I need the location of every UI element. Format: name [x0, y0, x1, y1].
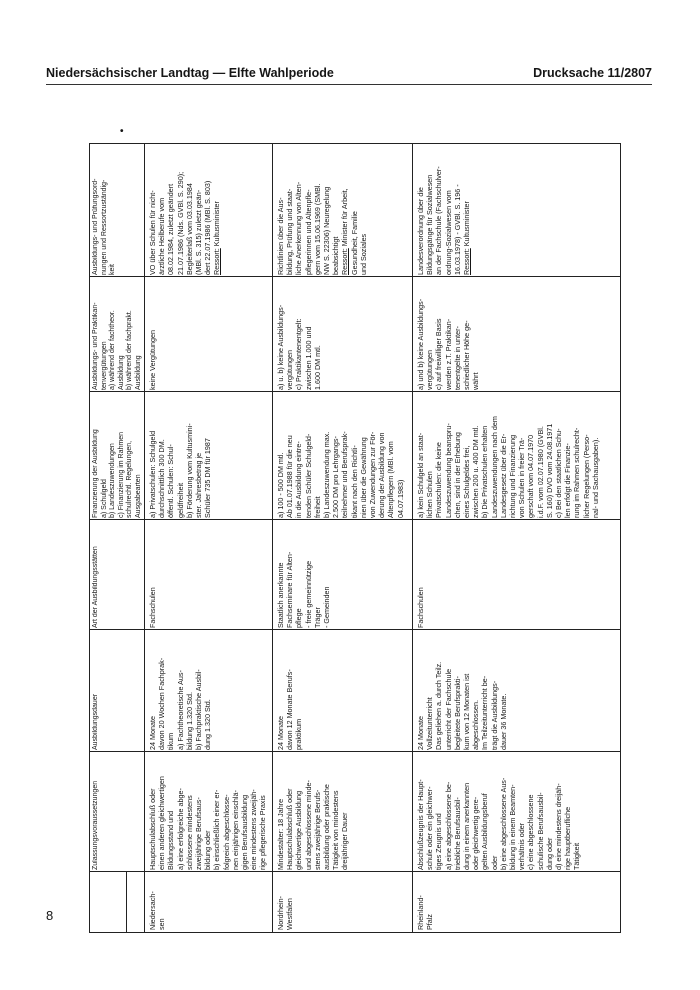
row-divider: [144, 144, 145, 932]
row1-art: Fachschulen: [148, 587, 157, 628]
ressort-label: Ressort:: [340, 248, 350, 275]
running-head-title: Niedersächsischer Landtag — Elfte Wahlperiode: [46, 66, 334, 80]
row2-verguetung: a) u. b) keine Ausbildungs- vergütungen c) Praktikantenentgelt: zwischen 1.000 und 1.600 DM mtl.: [276, 304, 322, 390]
ressort-value: Kultusminister: [462, 201, 472, 249]
row1-ordnung: VO über Schulen für nicht- ärztliche Heilberufe vom 08.02.1984, zuletzt geändert 21.07.1986 (Nds. GVBl. S. 290); Begleiterlaß vom 03.03.1984 (MBl. S. 315) zuletzt geän- dert 22.07.1986 (MBl. S. 803) Ressort: Kultusminister: [148, 171, 222, 275]
row3-land: Rheinland- Pfalz: [416, 895, 435, 930]
stub-divider: [126, 872, 127, 932]
header-stub: [92, 872, 126, 932]
bullet-mark: •: [120, 126, 124, 137]
rotated-table-wrapper: [89, 143, 621, 933]
row-divider: [412, 144, 413, 932]
ressort-value: Kultusminister: [212, 201, 222, 249]
row3-dauer: 24 Monate Vollzeitunterricht Das geliehen a. durch Teilz. unterricht der Fachschule begleitete Berufsprakti- kum von 12 Monaten ist abgeschlossen. Im Teilzeitunterricht be- trägt die Ausbildungs- dauer 36 Monate.: [416, 661, 508, 750]
ressort-value: Minister für Arbeit, Gesundheit, Familie und Soziales: [340, 188, 368, 275]
document-number: Drucksache 11/2807: [533, 66, 652, 80]
row1-zulassung: Hauptschulabschluß oder einen anderen gleichwertigen Bildungsstand und a) eine erfolgreiche abge- schlossene mindestens zweijährige Berufsaus- bildung oder b) einschließlich einer er- folgreich abgeschlosse- nen einjährigen einschlä- gigen Berufsausbildung eine mindestens zweijäh- rige pflegerische Praxis: [148, 776, 268, 870]
header-dauer: Ausbildungsdauer: [92, 693, 99, 750]
row3-verguetung: a) und b) keine Ausbildungs- vergütungen c) auf freiwilliger Basis werden z.T. Praktikan- tenentgelte in unter- schiedlicher Höhe ge- währt: [416, 298, 481, 390]
header-rule: [46, 84, 652, 85]
row3-zulassung: Abschlußzeugnis der Haupt- schule oder ein gleichwer- tiges Zeugnis und a) eine abgeschlossene be- triebliche Berufsausbil- dung in einem anerkannten oder gleichwertig gere- gelten Ausbildungsberuf oder b) eine abgeschlossene Aus- bildung in einem Beamten- verhältnis oder c) eine abgeschlossene schulische Berufsausbil- dung oder d) eine mindestens dreijäh- rige hauptberufliche Tätigkeit: [416, 777, 582, 870]
header-verguetung: Ausbildungs- und Praktikan- tenvergütungen a) während der fachtheor. Ausbildung b) während der fachprakt. Ausbildung: [92, 302, 142, 390]
row3-ordnung: Landesverordnung über die Bildungsgänge für Sozialwesen an der Fachschule (Fachschulver- ordnung-Sozialwesen vom 16.03.1978) - GVBl. S. 196 - Ressort: Kultusminister: [416, 166, 472, 275]
row-divider: [272, 144, 273, 932]
header-art: Art der Ausbildungsstätten: [92, 546, 99, 628]
row2-ordnung: Richtlinien über die Aus- bildung, Prüfung und staat- liche Anerkennung von Alten- pflegerinnen und Altenpfle- gern vom 15.06.1969 (SMBl. NW S. 22306) Neuregelung beabsichtigt Ressort: Minister für Arbeit, Gesundheit, Familie und Soziales: [276, 181, 368, 275]
ressort-label: Ressort:: [462, 248, 472, 275]
row1-dauer: 24 Monate davon 20 Wochen Fachprak- tikum a) Fachtheoretische Aus- bildung 1.320 Std. b) Fachpraktische Ausbil- dung 1.320 Std.: [148, 657, 213, 750]
row2-land: Nordrhein- Westfalen: [276, 896, 295, 930]
row1-finanzierung: a) Privatschulen: Schulgeld durchschnittlich 300 DM. öffentl. Schulen: Schul- geldfreiheit b) Förderung vom Kultusmini- ster. Jahresbetrag je Schüler 735 DM für 1987: [148, 423, 213, 518]
row2-dauer: 24 Monate davon 12 Monate Berufs- praktikum: [276, 669, 304, 750]
row2-zulassung: Mindestalter: 18 Jahre Hauptschulabschluß oder gleichwertige Ausbildung und abgeschlossene minde- stens zweijährige Berufs- ausbildung oder praktische Tätigkeit von mindestens dreijähriger Dauer: [276, 780, 350, 870]
row1-verguetung: keine Vergütungen: [148, 330, 157, 390]
header-ordnung: Ausbildungs- und Prüfungsord- nungen und Ressortzuständig- keit: [92, 178, 117, 275]
ressort-label: Ressort:: [212, 248, 222, 275]
row2-finanzierung: a) 100 - 500 DM mtl. Ab 01.07.1988 für die neu in die Ausbildung eintre- tenden Schüler Schulgeld- freiheit b) Landeszuwendung max. 2.500 DM pro Lehrgangs- teilnehmer und Berufsprak- tikant nach den Richtli- nien über die Gewährung von Zuwendungen zur För- derung der Ausbildung von Altenpflegern (MBl. vom 04.07.1983): [276, 431, 405, 518]
page-number: 8: [46, 908, 54, 923]
row2-art: Staatlich anerkannte Fachseminare für Alten- pflege - freie gemeinnützige Träger - Gemeinden: [276, 551, 332, 628]
header-finanzierung: Finanzierung der Ausbildung a) Schulgeld b) Landeszuwendungen c) Finanzierung im Rahmen schulrechtl. Regelungen, Ausgabearten: [92, 429, 142, 518]
row3-art: Fachschulen: [416, 587, 425, 628]
header-zulassung: Zulassungsvoraussetzungen: [92, 780, 99, 870]
row1-land: Niedersach- sen: [148, 891, 167, 930]
row3-finanzierung: a) kein Schulgeld an staat- lichen Schulen Privatschulen: die keine Landeszuwendung beanspru- chen, sind in der Erhebung eines Schulgeldes frei, zwischen 200 u. 400 DM mtl. b) Die Privatschulen erhalten Landeszuwendungen nach dem Landesgesetz über die Er- richtung und Finanzierung von Schulen in freier Trä- gerschaft vom 04.07.1970 i.d.F. vom 02.07.1980 (GVBl. S. 160) DVO vom 24.08.1971 c) Bei den staatlichen Schu- len erfolgt die Finanzie- rung im Rahmen schulrecht- licher Regelungen (Perso- nal- und Sachausgaben).: [416, 416, 600, 518]
comparison-table: [89, 143, 621, 933]
